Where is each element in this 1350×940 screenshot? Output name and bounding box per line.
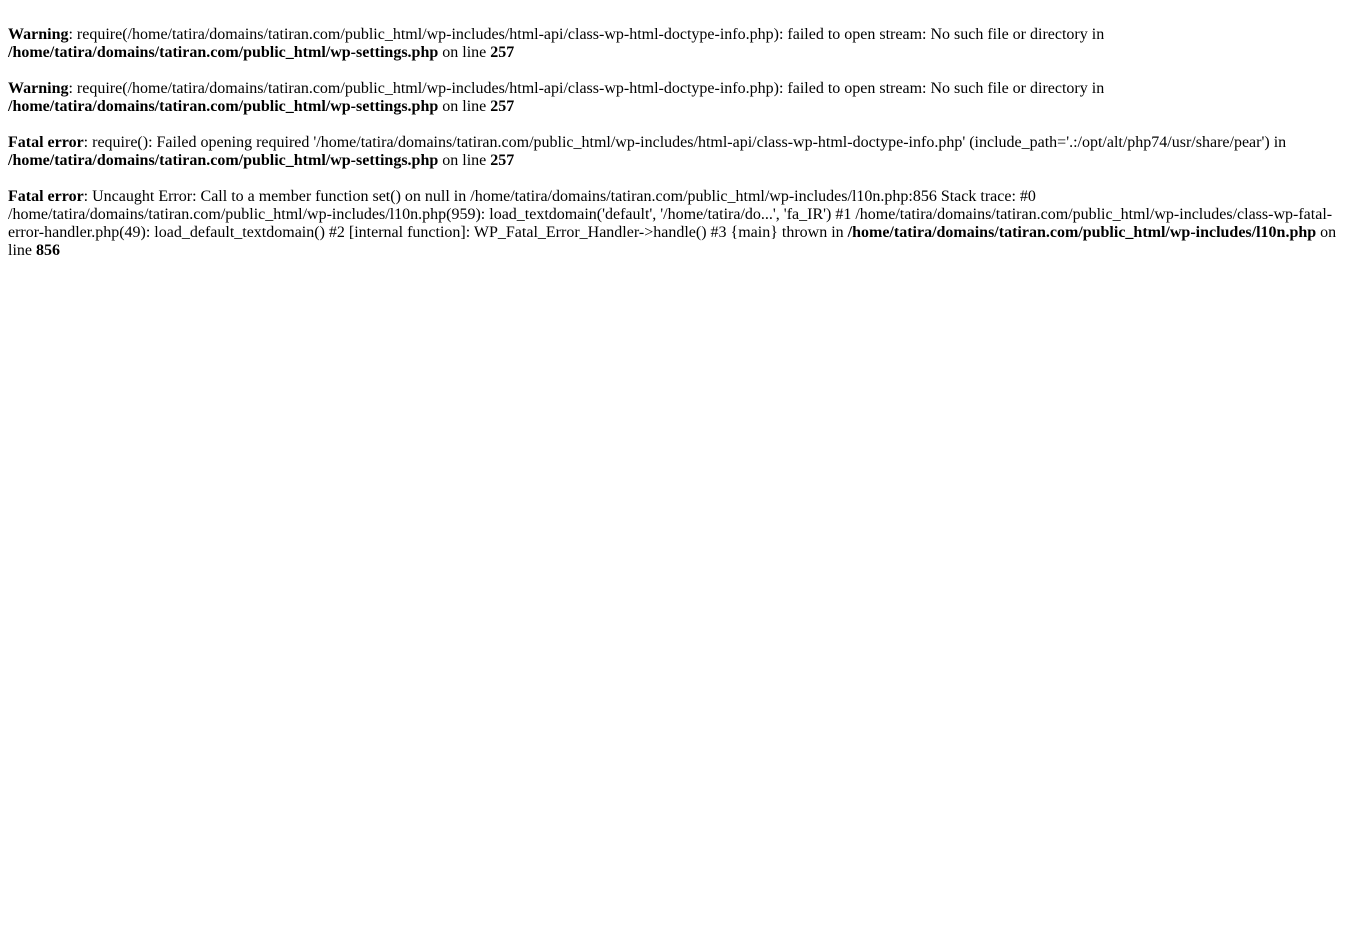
fatal-error-message xyxy=(8,188,1342,260)
message-file: /home/tatira/domains/tatiran.com/public_html/wp-settings.php xyxy=(8,98,439,115)
message-text: : require(/home/tatira/domains/tatiran.com/public_html/wp-includes/html-api/class-wp-html-doctype-info.php): failed to open stream: No such file or directory in xyxy=(68,80,1105,97)
message-on-line: on line xyxy=(438,152,491,169)
warning-message xyxy=(8,80,1342,116)
message-on-line: on line xyxy=(438,44,491,61)
message-level: Warning xyxy=(8,80,69,97)
message-text: : require(/home/tatira/domains/tatiran.com/public_html/wp-includes/html-api/class-wp-html-doctype-info.php): failed to open stream: No such file or directory in xyxy=(68,26,1105,43)
warning-message xyxy=(8,8,1342,62)
message-file: /home/tatira/domains/tatiran.com/public_html/wp-settings.php xyxy=(8,44,439,61)
message-line-number: 257 xyxy=(490,152,515,169)
message-file: /home/tatira/domains/tatiran.com/public_html/wp-settings.php xyxy=(8,152,439,169)
message-level: Fatal error xyxy=(8,134,84,151)
error-page xyxy=(0,0,1350,260)
message-on-line: on line xyxy=(8,224,1337,259)
message-text: : Uncaught Error: Call to a member function set() on null in /home/tatira/domains/tatiran.com/public_html/wp-includes/l10n.php:856 Stack trace: #0 /home/tatira/domains/tatiran.com/public_html/wp-includes/l10n.php(959): load_textdomain('default', '/home/tatira/do...', 'fa_IR') #1 /home/tatira/domains/tatiran.com/public_html/wp-includes/class-wp-fatal-error-handler.php(49): load_default_textdomain() #2 [internal function]: WP_Fatal_Error_Handler->handle() #3 {main} thrown in xyxy=(8,188,1333,241)
message-level: Fatal error xyxy=(8,188,84,205)
message-text: : require(): Failed opening required '/home/tatira/domains/tatiran.com/public_html/wp-includes/html-api/class-wp-html-doctype-info.php' (include_path='.:/opt/alt/php74/usr/share/pear') in xyxy=(83,134,1287,151)
fatal-error-message xyxy=(8,134,1342,170)
message-level: Warning xyxy=(8,26,69,43)
message-file: /home/tatira/domains/tatiran.com/public_html/wp-includes/l10n.php xyxy=(847,224,1317,241)
message-on-line: on line xyxy=(438,98,491,115)
message-line-number: 257 xyxy=(490,98,515,115)
message-line-number: 856 xyxy=(36,242,60,259)
message-line-number: 257 xyxy=(490,44,515,61)
